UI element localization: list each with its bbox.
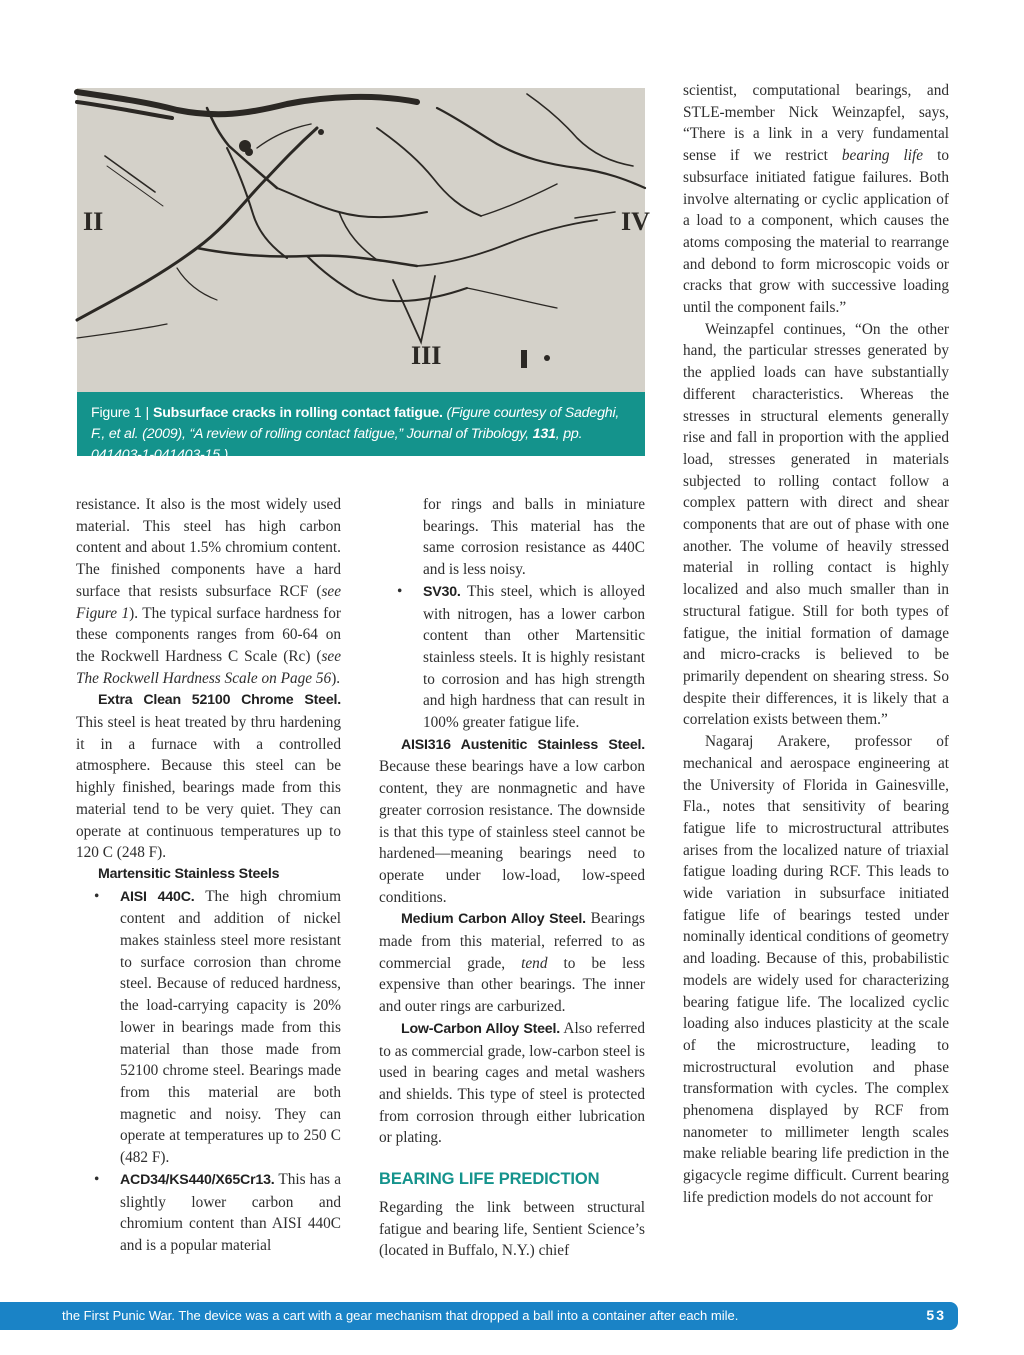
run-in-heading: Medium Carbon Alloy Steel. (401, 911, 586, 928)
list-item: • AISI 440C. The high chromium content and addition of nickel makes stainless steel more resistant to surface corrosion than chrome steel. Because of reduced hardness, the load-carrying capacity is 20% lower in bearings made from this material than those made from 52100 chrome steel. Bearings made from this material are both magnetic and noisy. They can operate at temperatures up to 250 C (482 F). (94, 887, 341, 1167)
list-item-continued: for rings and balls in miniature bearings. This material has the same corrosion resistance as 440C and is less noisy. (423, 496, 645, 579)
paragraph: Extra Clean 52100 Chrome Steel. This steel is heat treated by thru hardening it in a furnace with a controlled atmosphere. Because this steel can be highly finished, bearings made from this material tend to be very quiet. They can operate at continuous temperatures up to 120 C (248 F). (76, 692, 341, 862)
figure-number: Figure 1 (91, 405, 142, 421)
column-2 (379, 494, 645, 1262)
footer-text: the First Punic War. The device was a cart with a gear mechanism that dropped a ball into a container after each mile. (62, 1308, 739, 1323)
paragraph: Medium Carbon Alloy Steel. Bearings made from this material, referred to as commercial grade, tend to be less expensive than other bearings. The inner and outer rings are carburized. (379, 910, 646, 1016)
cross-reference: see The Rockwell Hardness Scale on Page 56 (76, 647, 341, 687)
run-in-heading: Low-Carbon Alloy Steel. (401, 1020, 560, 1037)
column-1 (76, 494, 341, 1257)
figure-credit: (Figure courtesy of Sadeghi, F., et al. (2009), “A review of rolling contact fatigue,” Journal of Tribology, 131, pp. 041403-1-041403-15.) (91, 405, 620, 463)
paragraph: scientist, computational bearings, and STLE-member Nick Weinzapfel, says, “There is a link in a very fundamental sense if we restrict bearing life to subsurface initiated fatigue failures. Both involve alternating or cyclic application of a load to a component, which causes the atoms composing the material to rearrange and debond to form microscopic voids or cracks that grow with successive loading until the component fails.” (683, 82, 949, 317)
caption-separator: | (145, 405, 149, 421)
figure-micrograph (77, 88, 650, 392)
figure-label-iv: IV (621, 207, 650, 236)
list-item: • ACD34/KS440/X65Cr13. This has a slightly lower carbon and chromium content than AISI 440C and is a popular material (94, 1170, 341, 1254)
figure-title: Subsurface cracks in rolling contact fatigue. (152, 405, 443, 421)
figure-reference: see Figure 1 (76, 582, 341, 622)
figure-label-ii: II (83, 207, 104, 236)
paragraph: Low-Carbon Alloy Steel. Also referred to as commercial grade, low-carbon steel is used in bearing cages and metal washers and shields. This type of steel is protected from corrosion through either lubrication or plating. (379, 1019, 645, 1147)
figure-label-iii: III (411, 341, 442, 370)
run-in-heading: AISI316 Austenitic Stainless Steel. (401, 736, 645, 753)
paragraph: Weinzapfel continues, “On the other hand, the particular stresses generated by the applied loads can have substantially different characteristics. Whereas the stresses in structural elements generally rise and fall in proportion with the applied load, stresses generated in materials subjected to rolling contact follow a complex pattern with direct and shear components that are out of phase with one another. The volume of heavily stressed material in rolling contact is highly localized and also much smaller than in structural fatigue. Still for both types of fatigue, the initial formation of damage and micro-cracks is believed to be primarily dependent on shearing stress. So despite their differences, it is likely that a correlation exists between them.” (683, 320, 949, 729)
page-number: 53 (926, 1307, 946, 1323)
footer-bar (0, 1302, 958, 1330)
paragraph: Nagaraj Arakere, professor of mechanical and aerospace engineering at the University of Florida in Gainesville, Fla., notes that sensitivity of bearing fatigue life to microstructural attributes arises from the localized nature of triaxial fatigue loading during RCF. This leads to wide variation in subsurface initiated fatigue life of bearings tested under nominally identical conditions of geometry and loading. Because of this, probabilistic models are widely used for characterizing bearing fatigue life. The localized cyclic loading also induces plasticity at the scale of the microstructure, leading to microstructural evolution and phase transformation with cycles. The complex phenomena displayed by RCF from nanometer to millimeter length scales make reliable bearing life prediction in the gigacycle regime difficult. Current bearing life prediction models do not account for (683, 733, 949, 1206)
run-in-heading: Extra Clean 52100 Chrome Steel. (98, 692, 341, 709)
column-3 (683, 80, 949, 1209)
paragraph: resistance. It also is the most widely used material. This steel has high carbon content and about 1.5% chromium content. The finished components have a hard surface that resists subsurface RCF (see Figure 1). The typical surface hardness for these components ranges from 60-64 on the Rockwell Hardness C Scale (Rc) (see The Rockwell Hardness Scale on Page 56). (76, 496, 341, 687)
section-heading: BEARING LIFE PREDICTION (379, 1170, 600, 1189)
paragraph: Regarding the link between structural fatigue and bearing life, Sentient Science’s (located in Buffalo, N.Y.) chief (379, 1198, 645, 1260)
subsection-heading: Martensitic Stainless Steels (98, 865, 280, 882)
list-item: • SV30. This steel, which is alloyed with nitrogen, has a lower carbon content than other Martensitic stainless steels. It is highly resistant to corrosion and has high strength and high hardness that can result in 100% greater fatigue life. (397, 582, 645, 732)
figure-caption (77, 392, 645, 463)
paragraph: AISI316 Austenitic Stainless Steel. Because these bearings have a low carbon content, they are nonmagnetic and have greater corrosion resistance. The downside is that this type of stainless steel cannot be hardened—meaning bearings need to operate under low-load, low-speed conditions. (379, 736, 645, 906)
